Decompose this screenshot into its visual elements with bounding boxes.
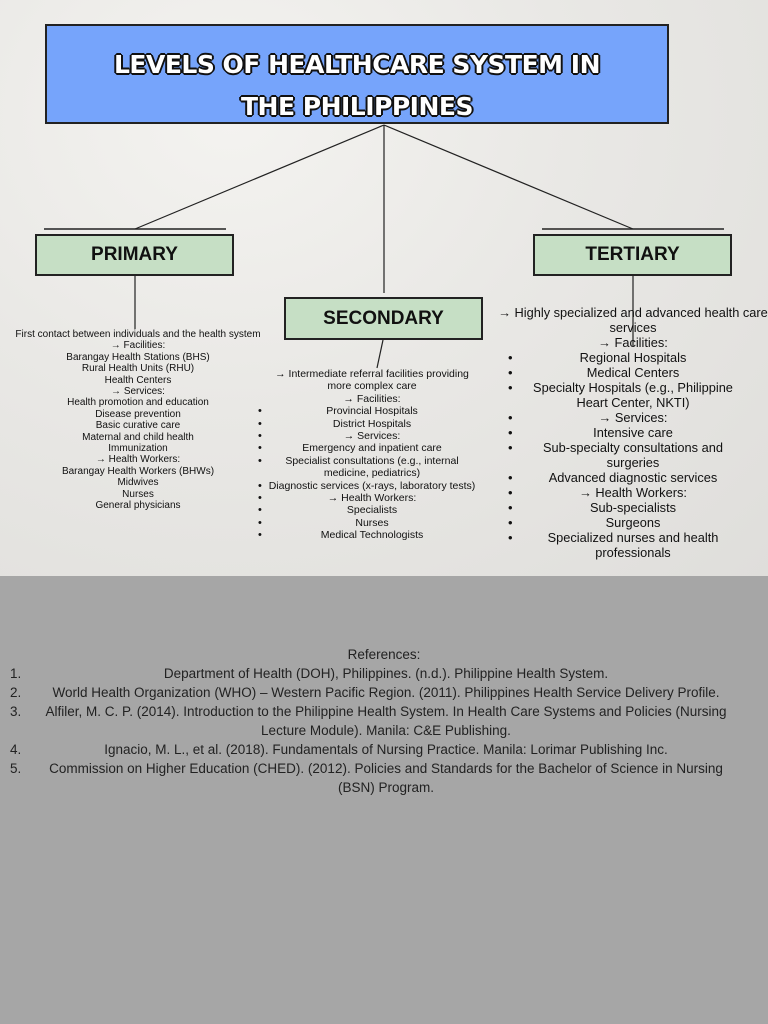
reference-number: 4. [10,742,22,757]
primary-line: Health Centers [104,374,172,386]
secondary-box: SECONDARY [284,297,483,340]
primary-line: Midwives [117,477,159,489]
primary-line: → Facilities: [110,340,166,352]
reference-item [0,702,768,740]
tertiary-intro: → Highly specialized and advanced health care services [498,305,768,335]
secondary-stem [377,340,383,368]
reference-text: Commission on Higher Education (CHED). (2012). Policies and Standards for the Bachelor of Science in Nursing (BSN) Program. [49,761,723,795]
reference-number: 5. [10,761,22,776]
references-area [0,576,768,1024]
secondary-bullet-item: • → Services: [252,430,492,442]
primary-line: General physicians [95,500,181,512]
secondary-bullet-item: • District Hospitals [252,418,492,430]
primary-line: → Services: [111,386,165,398]
secondary-bullet-item: • Medical Technologists [252,529,492,541]
primary-line: Maternal and child health [82,431,194,443]
reference-text: Alfiler, M. C. P. (2014). Introduction to the Philippine Health System. In Health Care Systems and Policies (Nursing Lecture Module). Manila: C&E Publishing. [45,704,727,738]
secondary-bullet-item: • Nurses [252,517,492,529]
primary-line: Rural Health Units (RHU) [81,363,195,375]
primary-line: Nurses [122,488,154,500]
secondary-bullet-item: • Specialist consultations (e.g., internal medicine, pediatrics) [252,455,492,480]
secondary-bullet-item: • Diagnostic services (x-rays, laboratory tests) [252,480,492,492]
tertiary-bullet-item: • → Health Workers: [498,485,768,500]
reference-number: 3. [10,704,22,719]
connector-tertiary [384,125,633,229]
reference-item [0,664,768,683]
secondary-bullet-item: • Provincial Hospitals [252,405,492,417]
tertiary-bullet-item: • Advanced diagnostic services [498,470,768,485]
reference-item [0,759,768,797]
references-list [0,645,768,797]
tertiary-bullet-item: • Specialized nurses and health professionals [498,530,768,560]
tertiary-bullet-item: • Sub-specialty consultations and surgeries [498,440,768,470]
reference-item [0,683,768,702]
reference-number: 2. [10,685,22,700]
reference-text: World Health Organization (WHO) – Western Pacific Region. (2011). Philippines Health Service Delivery Profile. [52,685,720,700]
reference-number: 1. [10,666,22,681]
secondary-intro: → Intermediate referral facilities providing more complex care [275,368,469,393]
primary-line: → Health Workers: [95,454,181,466]
secondary-bullet-item: • → Health Workers: [252,492,492,504]
title-line-1: LEVELS OF HEALTHCARE SYSTEM IN [113,50,600,79]
connector-primary [135,125,384,229]
reference-text: Department of Health (DOH), Philippines. (n.d.). Philippine Health System. [163,666,609,681]
primary-line: Disease prevention [95,408,181,420]
title-line-2: THE PHILIPPINES [241,92,473,121]
tertiary-details [498,305,768,560]
secondary-bullet-item: • Emergency and inpatient care [252,442,492,454]
tertiary-bullet-item: • Regional Hospitals [498,350,768,365]
primary-line: Immunization [108,443,168,455]
references-heading: References: [347,647,421,662]
primary-box: PRIMARY [35,234,234,276]
tertiary-bullet-item: • Surgeons [498,515,768,530]
tertiary-box: TERTIARY [533,234,732,276]
reference-item [0,740,768,759]
tertiary-bullet-item: • → Services: [498,410,768,425]
primary-details [0,329,276,512]
primary-line: Barangay Health Stations (BHS) [66,351,210,363]
tertiary-bullet-item: • Sub-specialists [498,500,768,515]
primary-line: Health promotion and education [67,397,209,409]
tertiary-facilities-label: → Facilities: [598,335,668,350]
tertiary-bullet-item: • Intensive care [498,425,768,440]
secondary-bullet-item: • Specialists [252,504,492,516]
page-title [45,44,669,128]
primary-line: First contact between individuals and the health system [15,329,261,340]
primary-line: Basic curative care [95,420,181,432]
reference-text: Ignacio, M. L., et al. (2018). Fundamentals of Nursing Practice. Manila: Lorimar Publishing Inc. [104,742,668,757]
tertiary-bullet-item: • Medical Centers [498,365,768,380]
secondary-line: → Facilities: [343,392,401,405]
tertiary-bullet-item: • Specialty Hospitals (e.g., Philippine Heart Center, NKTI) [498,380,768,410]
secondary-details [252,368,492,542]
primary-line: Barangay Health Workers (BHWs) [61,465,215,477]
